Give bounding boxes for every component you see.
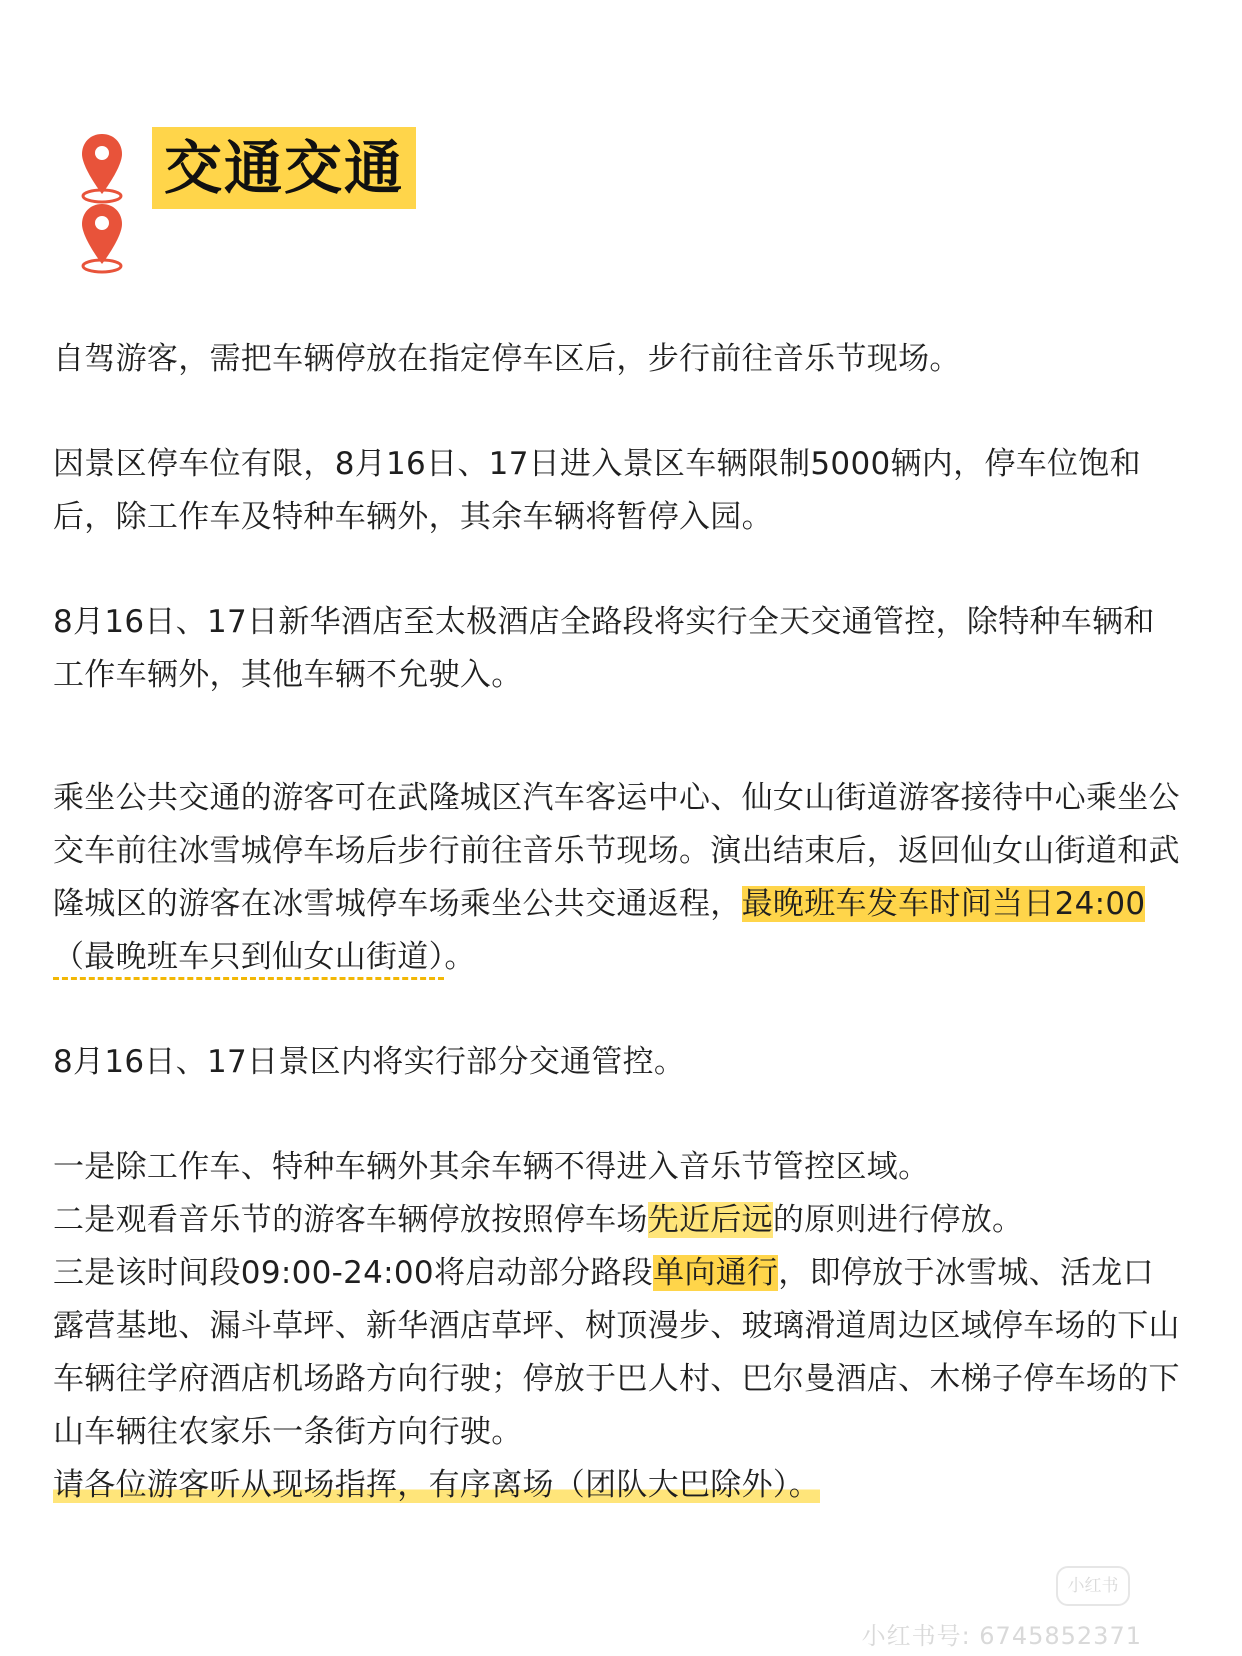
map-pin-icon — [76, 130, 128, 206]
page-title: 交通交通 — [152, 127, 416, 209]
rule-3 — [53, 1247, 1183, 1459]
public-transport-text: 乘坐公共交通的游客可在武隆城区汽车客运中心、仙女山街道游客接待中心乘坐公交车前往冰雪城停车场后步行前往音乐节现场。演出结束后，返回仙女山街道和武隆城区的游客在冰雪城停车场乘坐公共交通返程， — [53, 780, 1180, 922]
rule-2-end: 的原则进行停放。 — [772, 1202, 1024, 1238]
public-transport-end: 。 — [444, 939, 476, 975]
last-bus-highlight: 最晚班车发车时间当日24:00 — [741, 886, 1146, 922]
pin-icons — [76, 130, 128, 276]
rule-2 — [53, 1194, 1183, 1247]
rule-3-text: 三是该时间段09:00-24:00将启动部分路段 — [53, 1255, 654, 1291]
rule-3-detail: ，即停放于冰雪城、活龙口露营基地、漏斗草坪、新华酒店草坪、树顶漫步、玻璃滑道周边区域停车场的下山车辆往学府酒店机场路方向行驶；停放于巴人村、巴尔曼酒店、木梯子停车场的下山车辆往农家乐一条街方向行驶。 — [53, 1255, 1180, 1450]
rule-2-text: 二是观看音乐节的游客车辆停放按照停车场 — [53, 1202, 648, 1238]
paragraph-public-transport — [53, 772, 1183, 984]
map-pin-icon — [76, 200, 128, 276]
one-way-highlight: 单向通行 — [653, 1255, 779, 1291]
paragraph-self-drive: 自驾游客，需把车辆停放在指定停车区后，步行前往音乐节现场。 — [53, 341, 961, 377]
last-bus-note: （最晚班车只到仙女山街道） — [53, 939, 444, 980]
rule-1: 一是除工作车、特种车辆外其余车辆不得进入音乐节管控区域。 — [53, 1149, 930, 1185]
rule-4 — [53, 1459, 1183, 1512]
near-first-highlight: 先近后远 — [647, 1202, 773, 1238]
article-body — [53, 333, 1183, 1512]
leave-orderly-highlight: 请各位游客听从现场指挥，有序离场（团队大巴除外）。 — [53, 1467, 820, 1503]
paragraph-parking-limit: 因景区停车位有限，8月16日、17日进入景区车辆限制5000辆内，停车位饱和后，除工作车及特种车辆外，其余车辆将暂停入园。 — [53, 446, 1141, 535]
paragraph-road-control: 8月16日、17日新华酒店至太极酒店全路段将实行全天交通管控，除特种车辆和工作车辆外，其他车辆不允驶入。 — [53, 604, 1155, 693]
watermark-logo: 小红书 — [1056, 1566, 1130, 1606]
watermark-id: 小红书号: 6745852371 — [861, 1622, 1142, 1650]
paragraph-scenic-control: 8月16日、17日景区内将实行部分交通管控。 — [53, 1044, 686, 1080]
